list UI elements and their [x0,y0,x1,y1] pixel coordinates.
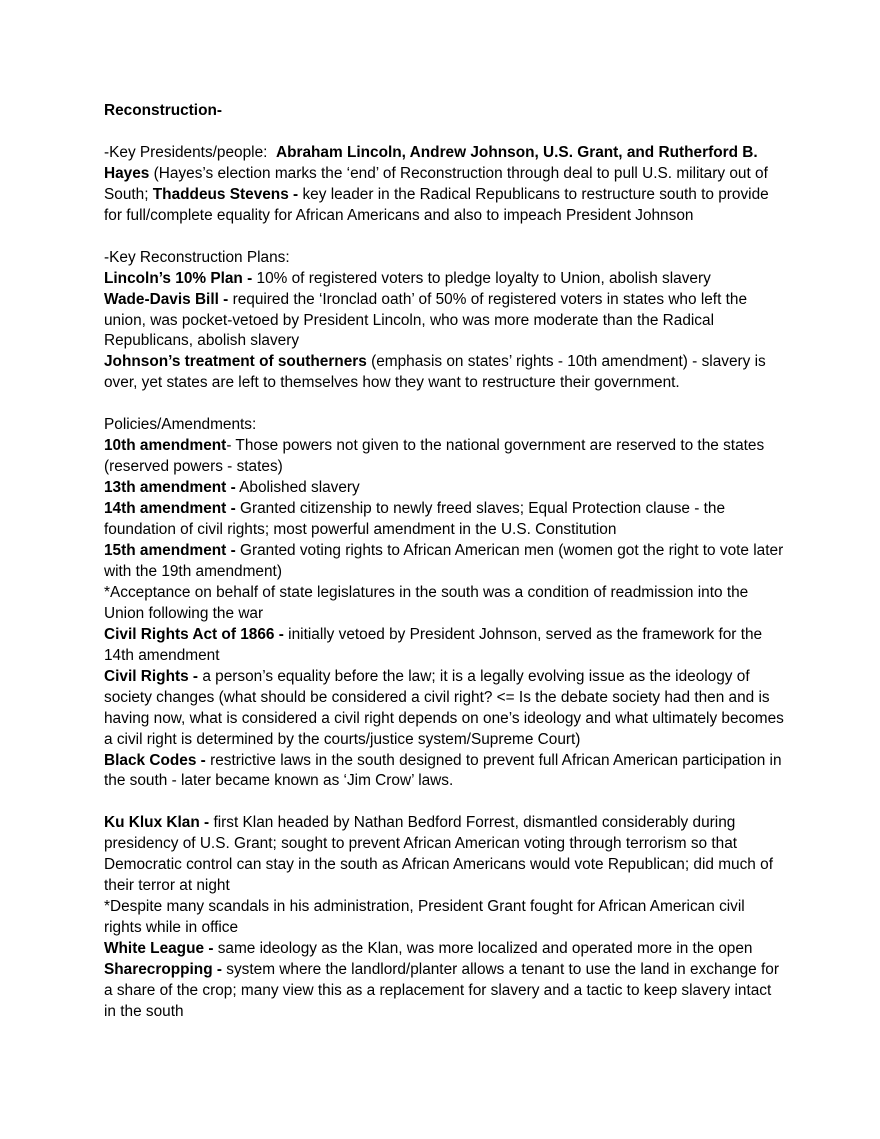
plan-item-lincoln [104,269,784,290]
policy-desc: Granted citizenship to newly freed slaves; Equal Protection clause - the foundation of civil rights; most powerful amendment in the U.S. Constitution [104,500,730,539]
group-item-sharecropping [104,960,784,1023]
plan-item-wade-davis [104,290,784,353]
policy-item-10th [104,436,784,478]
policy-desc: restrictive laws in the south designed to prevent full African American participation in the south - later became known as ‘Jim Crow’ laws. [104,751,786,790]
plan-desc: (emphasis on states’ rights - 10th amendment) - slavery is over, yet states are left to themselves how they want to restructure their government. [104,353,770,392]
policy-desc: Abolished slavery [235,479,360,497]
policy-term: Civil Rights - [104,667,199,685]
policy-term: Civil Rights Act of 1866 - [104,625,284,643]
policy-term: 14th amendment - [104,500,236,518]
policy-term: 13th amendment - [104,479,236,497]
policy-term: 15th amendment - [104,541,236,559]
policy-item-civil-rights-act [104,625,784,667]
spacer [104,122,784,143]
group-desc: same ideology as the Klan, was more localized and operated more in the open [213,940,753,958]
group-term: Ku Klux Klan - [104,814,210,832]
group-item-kkk [104,813,784,897]
group-desc: first Klan headed by Nathan Bedford Forrest, dismantled considerably during presidency of U.S. Grant; sought to prevent African American voting through terrorism so that Democratic control can stay in the south as African Americans would vote Republican; did much of their terror at night [104,814,778,895]
key-people-paragraph [104,143,784,227]
policy-desc: initially vetoed by President Johnson, served as the framework for the 14th amendment [104,625,767,664]
policy-desc: Granted voting rights to African American men (women got the right to vote later with the 19th amendment) [104,541,788,580]
key-people-names: Abraham Lincoln, Andrew Johnson, U.S. Grant, and Rutherford B. Hayes [104,143,762,182]
acceptance-note: *Acceptance on behalf of state legislatures in the south was a condition of readmission into the Union following the war [104,583,753,622]
plan-term: Johnson’s treatment of southerners [104,353,367,371]
group-term: White League - [104,940,214,958]
document-title: Reconstruction- [104,102,222,119]
policy-item-civil-rights [104,667,789,751]
policy-desc: a person’s equality before the law; it is a legally evolving issue as the ideology of society changes (what should be considered a civil right? <= Is the debate society had then and is having now, what is considered a civil right depends on one’s ideology and what ultimately becomes a civil right is determined by the courts/justice system/Supreme Court) [104,667,789,748]
plan-item-johnson [104,352,784,394]
policy-term: Black Codes - [104,751,206,769]
spacer [104,394,784,415]
plans-heading: -Key Reconstruction Plans: [104,248,290,266]
plan-term: Wade-Davis Bill - [104,290,229,308]
plan-desc: required the ‘Ironclad oath’ of 50% of registered voters in states who left the union, was pocket-vetoed by President Lincoln, who was more moderate than the Radical Republicans, abolish slavery [104,290,752,350]
stevens-desc: key leader in the Radical Republicans to restructure south to provide for full/complete equality for African Americans and also to impeach President Johnson [104,185,773,224]
policy-item-13th [104,478,784,499]
policies-heading: Policies/Amendments: [104,416,257,434]
group-desc: system where the landlord/planter allows a tenant to use the land in exchange for a share of the crop; many view this as a replacement for slavery and a tactic to keep slavery intact in the south [104,961,784,1020]
grant-note: *Despite many scandals in his administration, President Grant fought for African American civil rights while in office [104,898,749,937]
policy-item-14th [104,499,784,541]
document-body [104,101,789,1023]
plan-desc: 10% of registered voters to pledge loyalty to Union, abolish slavery [252,269,711,287]
plan-term: Lincoln’s 10% Plan - [104,269,253,287]
policy-item-15th [104,541,788,583]
spacer [104,792,784,813]
group-item-white-league [104,939,784,960]
key-people-lead: -Key Presidents/people: [104,143,276,161]
spacer [104,227,784,248]
policy-item-black-codes [104,751,784,793]
policy-desc: - Those powers not given to the national government are reserved to the states (reserved powers - states) [104,437,769,476]
hayes-note: (Hayes’s election marks the ‘end’ of Reconstruction through deal to pull U.S. military out of South; [104,164,773,203]
group-term: Sharecropping - [104,961,223,979]
stevens-name: Thaddeus Stevens - [152,185,299,203]
policy-term: 10th amendment [104,437,227,455]
